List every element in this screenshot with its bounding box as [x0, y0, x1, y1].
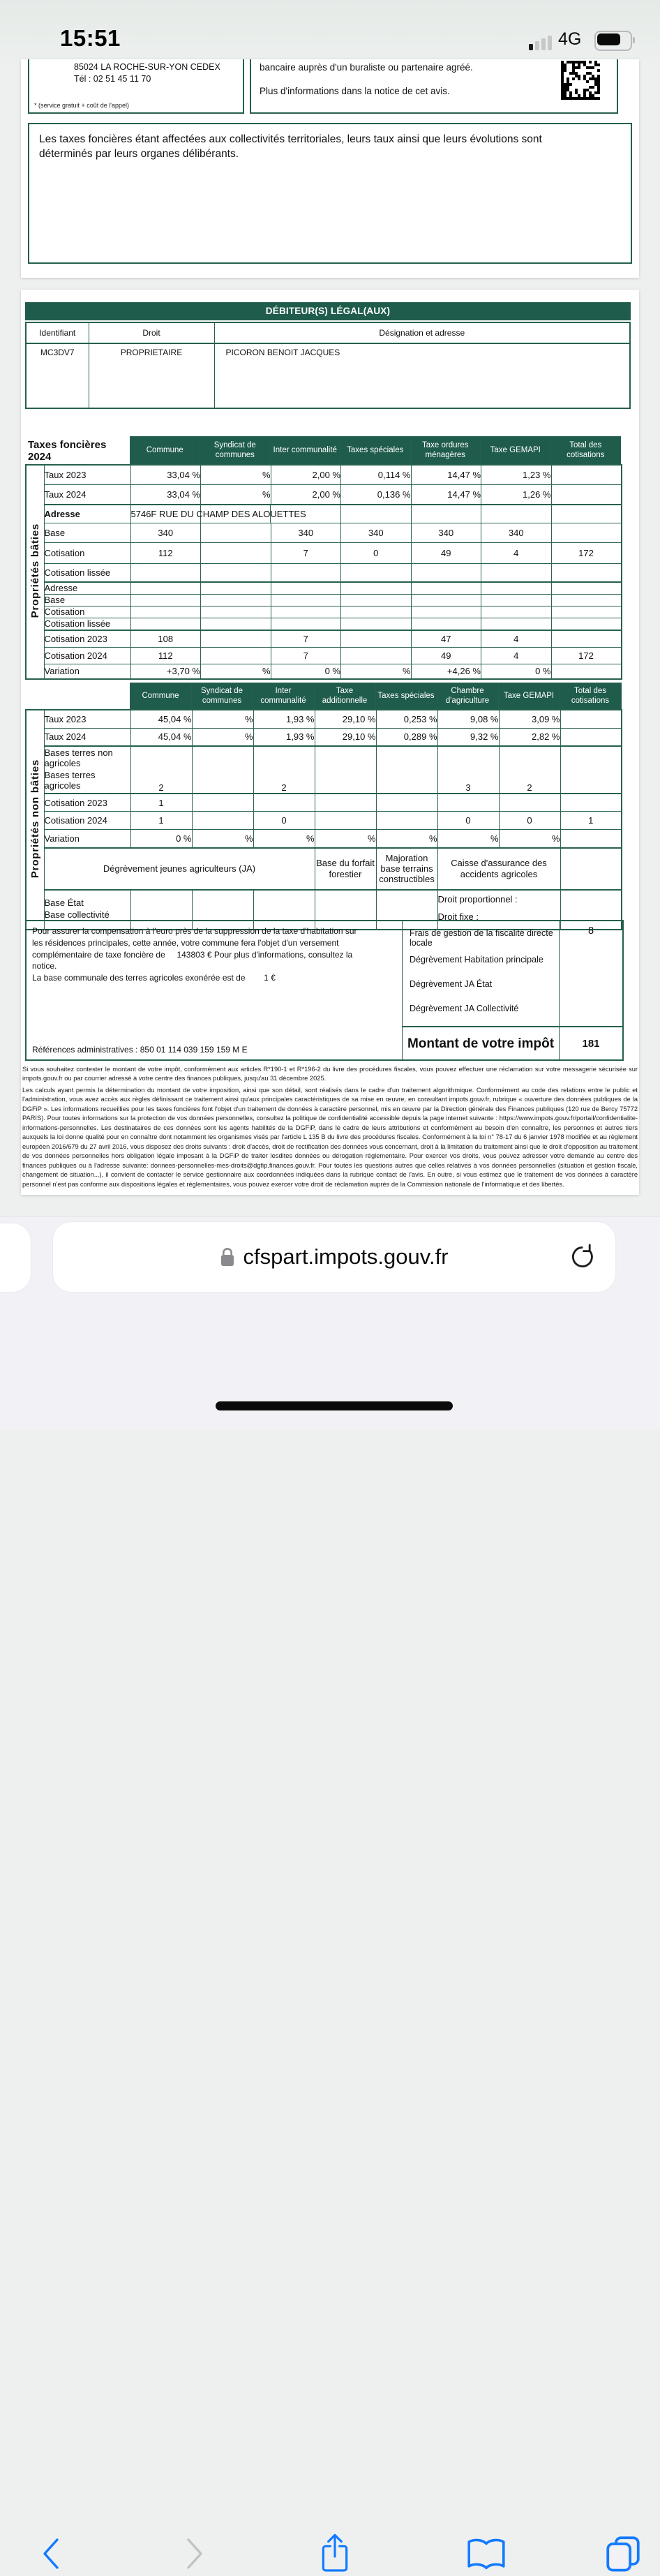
office-address: 85024 LA ROCHE-SUR-YON CEDEX [74, 62, 220, 72]
taxes-foncieres-title: Taxes foncières 2024 [28, 438, 107, 463]
legal-text: Si vous souhaitez contester le montant de votre impôt, conformément aux articles R*190-1 et R*196-2 du livre des procédures fiscales, vous pouvez effectuer une réclamation sur votre messagerie sécurisée sur impots.gouv.fr ou par courrier adressé à votre centre des finances publiques, jusqu'au 31 décembre 2025. Les calculs ayant permis la détermination du montant de votre imposition, ainsi que son détail, sont réalisés dans le cadre d'un traitement algorithmique. Conformément au code des relations entre le public et l'administration, vous avez accès aux règles définissant ce traitement ainsi qu'aux principales caractéristiques de sa mise en œuvre, en consultant impots.gouv.fr, rubrique « ouverture des données publiques de la DGFiP ». Les informations recueillies pour les taxes foncières font l'objet d'un traitement de données à caractère personnel, mis en œuvre par la Direction générale des Finances publiques (120 rue de Bercy 75772 PARIS). Pour toutes informations sur la protection de vos données personnelles, consultez la politique de confidentialité accessible depuis la page internet suivante : https://www.impots.gouv.fr/portail/confidentialite-informations-personnelles. Les destinataires de ces données sont les agents habilités de la DGFiP, dans le cadre de leurs attributions et conformément au besoin d'en connaître, les personnes et autres tiers auxquels la loi donne qualité pour en connaître dont notamment les organismes visés par l'article L 135 B du livre des procédures fiscales. Conformément à la loi n° 78-17 du 6 janvier 1978 modifiée et au règlement européen 2016/679 du 27 avril 2016, vous disposez des droits suivants : droit d'accès, droit de rectification des données vous concernant, droit à la limitation du traitement ainsi que le droit d'opposition au traitement de vos données personnelles hors obligation légale imposant à la DGFiP de traiter lesdites données ou dérogation réglementaire. Pour exercer vos droits, vous pouvez adresser votre demande au centre des finances publiques ou à l'adresse suivante: donnees-personnelles-mes-droits@dgfip.finances.gouv.fr. Pour toutes les questions autres que celles relatives à vos données personnelles (situation et gestion fiscale, changement de situation...), il convient de contacter le service gestionnaire aux coordonnées indiquées dans la rubrique contact de l'avis. En outre, si vous estimez que le traitement de vos données à caractère personnel n'est pas conforme aux dispositions légales et réglementaires, vous pouvez exercer votre droit de réclamation auprès de la Commission nationale de l'informatique et des libertés. [22, 1066, 638, 1188]
caisse-assurance-label: Caisse d'assurance des accidents agricoles [437, 848, 560, 890]
summary-block [25, 920, 624, 1061]
nonbaties-table: Propriétés non bâties Taux 2023 45,04 % % 1,93 % 29,10 % 0,253 % 9,08 % 3,09 % Taux 2024 45,04 % % 1,93 % 29,10 % 0,289 % 9,32 % 2,82 % Bases terres non agricoles Bases terres agricoles 2 2 3 2 Cotisation 2023 1 Cotisation 2024 1 0 0 0 1 Variation 0 % % % % % % % Dégrèvement jeunes agriculteurs (JA) Base du forfait forestier Majoration base terrains constructibles Caisse d'assurance des accidents agricoles Base État Base collectivité Droit proportionnel : Droit fixe : [25, 709, 622, 930]
col-header: Commune [130, 683, 191, 710]
col-header: Taxes spéciales [340, 437, 411, 465]
frais-degrevements-cell [403, 921, 559, 1026]
baties-table: Propriétés bâties Taux 2023 33,04 % % 2,00 % 0,114 % 14,47 % 1,23 % Taux 2024 33,04 % % 2,00 % 0,136 % 14,47 % 1,26 % Adresse 5746F RUE DU CHAMP DES ALOUETTES Base 340 340 340 340 340 Cotisation 112 7 0 49 4 172 Cotisation lissée Adresse Base Cotisation Cotisation lissée Cotisation 2023 108 7 47 4 Cotisation 2024 112 7 49 4 172 Variation +3,70 % % 0 % % +4,26 % 0 % [25, 464, 622, 680]
degrevement-ja-label: Dégrèvement jeunes agriculteurs (JA) [44, 848, 315, 890]
clock: 15:51 [60, 25, 121, 51]
debiteur-title: DÉBITEUR(S) LÉGAL(AUX) [25, 302, 631, 320]
debiteur-col-identifiant: Identifiant [26, 322, 89, 343]
reload-icon[interactable] [568, 1243, 596, 1271]
url-text: cfspart.impots.gouv.fr [243, 1244, 449, 1269]
debiteur-identifiant: MC3DV7 [26, 343, 89, 408]
debiteur-table [25, 322, 631, 409]
col-header: Total des cotisations [560, 683, 621, 710]
degrevement-ja-collectivite-label: Dégrèvement JA Collectivité [410, 1004, 519, 1013]
debiteur-col-droit: Droit [89, 322, 214, 343]
signal-strength-icon [529, 35, 552, 50]
col-header: Taxe GEMAPI [498, 683, 560, 710]
baties-header [25, 436, 621, 465]
url-bar[interactable] [53, 1222, 615, 1292]
frais-gestion-value: 8 [559, 921, 622, 1026]
browser-chrome [0, 1216, 660, 1430]
col-header: Syndicat de communes [191, 683, 253, 710]
references-administratives: Références administratives : 850 01 114 039 159 159 M E [32, 1045, 248, 1055]
nonbaties-side-label: Propriétés non bâties [26, 710, 44, 930]
col-header: Taxe additionnelle [314, 683, 375, 710]
previous-tab-edge[interactable] [0, 1223, 31, 1292]
col-header: Syndicat de communes [200, 437, 271, 465]
network-type: 4G [558, 29, 582, 49]
forward-icon[interactable] [181, 2536, 207, 2572]
degrevement-habitation-label: Dégrèvement Habitation principale [410, 955, 543, 965]
forfait-forestier-label: Base du forfait forestier [315, 848, 376, 890]
degrevement-ja-etat-label: Dégrèvement JA État [410, 979, 493, 989]
col-header: Inter communalité [253, 683, 314, 710]
frais-gestion-label: Frais de gestion de la fiscalité directe locale [410, 928, 553, 948]
col-header: Chambre d'agriculture [437, 683, 498, 710]
office-phone: Tél : 02 51 45 11 70 [74, 73, 151, 84]
majoration-label: Majoration base terrains constructibles [376, 848, 437, 890]
col-header: Commune [130, 437, 200, 465]
contact-box [28, 59, 244, 114]
back-icon[interactable] [39, 2536, 64, 2572]
col-header: Taxe ordures ménagères [410, 437, 481, 465]
notice-text: Les taxes foncières étant affectées aux collectivités territoriales, leurs taux ainsi que leurs évolutions sont déterminés par leurs organes délibérants. [39, 133, 542, 160]
payment-info-line1: bancaire auprès d'un buraliste ou partenaire agréé. [260, 62, 473, 73]
baties-side-label: Propriétés bâties [26, 465, 44, 679]
col-header: Total des cotisations [550, 437, 621, 465]
payment-info-box [250, 59, 618, 114]
montant-impot-value: 181 [559, 1026, 622, 1059]
battery-icon [594, 31, 632, 51]
tabs-icon[interactable] [603, 2533, 643, 2573]
col-header: Inter communalité [270, 437, 340, 465]
col-header: Taxe GEMAPI [481, 437, 551, 465]
debiteur-col-designation: Désignation et adresse [214, 322, 630, 343]
nonbaties-header [25, 683, 622, 710]
qr-code [561, 61, 600, 100]
debiteur-designation: PICORON BENOIT JACQUES [214, 343, 630, 408]
debiteur-droit: PROPRIETAIRE [89, 343, 214, 408]
col-header: Taxes spéciales [375, 683, 437, 710]
montant-impot-label: Montant de votre impôt [403, 1026, 559, 1059]
compensation-text: Pour assurer la compensation à l'euro près de la suppression de la taxe d'habitation sur les résidences principales, cette année, votre commune fera l'objet d'un versement complémentaire de taxe foncière de 143803 € Pour plus d'informations, consultez la notice. La base communale des terres agricoles exonérée est de 1 € [32, 926, 357, 983]
notice-box [28, 123, 632, 264]
phone-footnote: * (service gratuit + coût de l'appel) [34, 102, 130, 109]
share-icon[interactable] [318, 2531, 352, 2576]
bookmarks-icon[interactable] [465, 2537, 508, 2572]
property-address: 5746F RUE DU CHAMP DES ALOUETTES [130, 505, 341, 523]
lock-icon [220, 1246, 235, 1267]
payment-info-line2: Plus d'informations dans la notice de cet avis. [260, 86, 450, 96]
compensation-cell [27, 921, 403, 1059]
home-indicator[interactable] [216, 1401, 453, 1410]
